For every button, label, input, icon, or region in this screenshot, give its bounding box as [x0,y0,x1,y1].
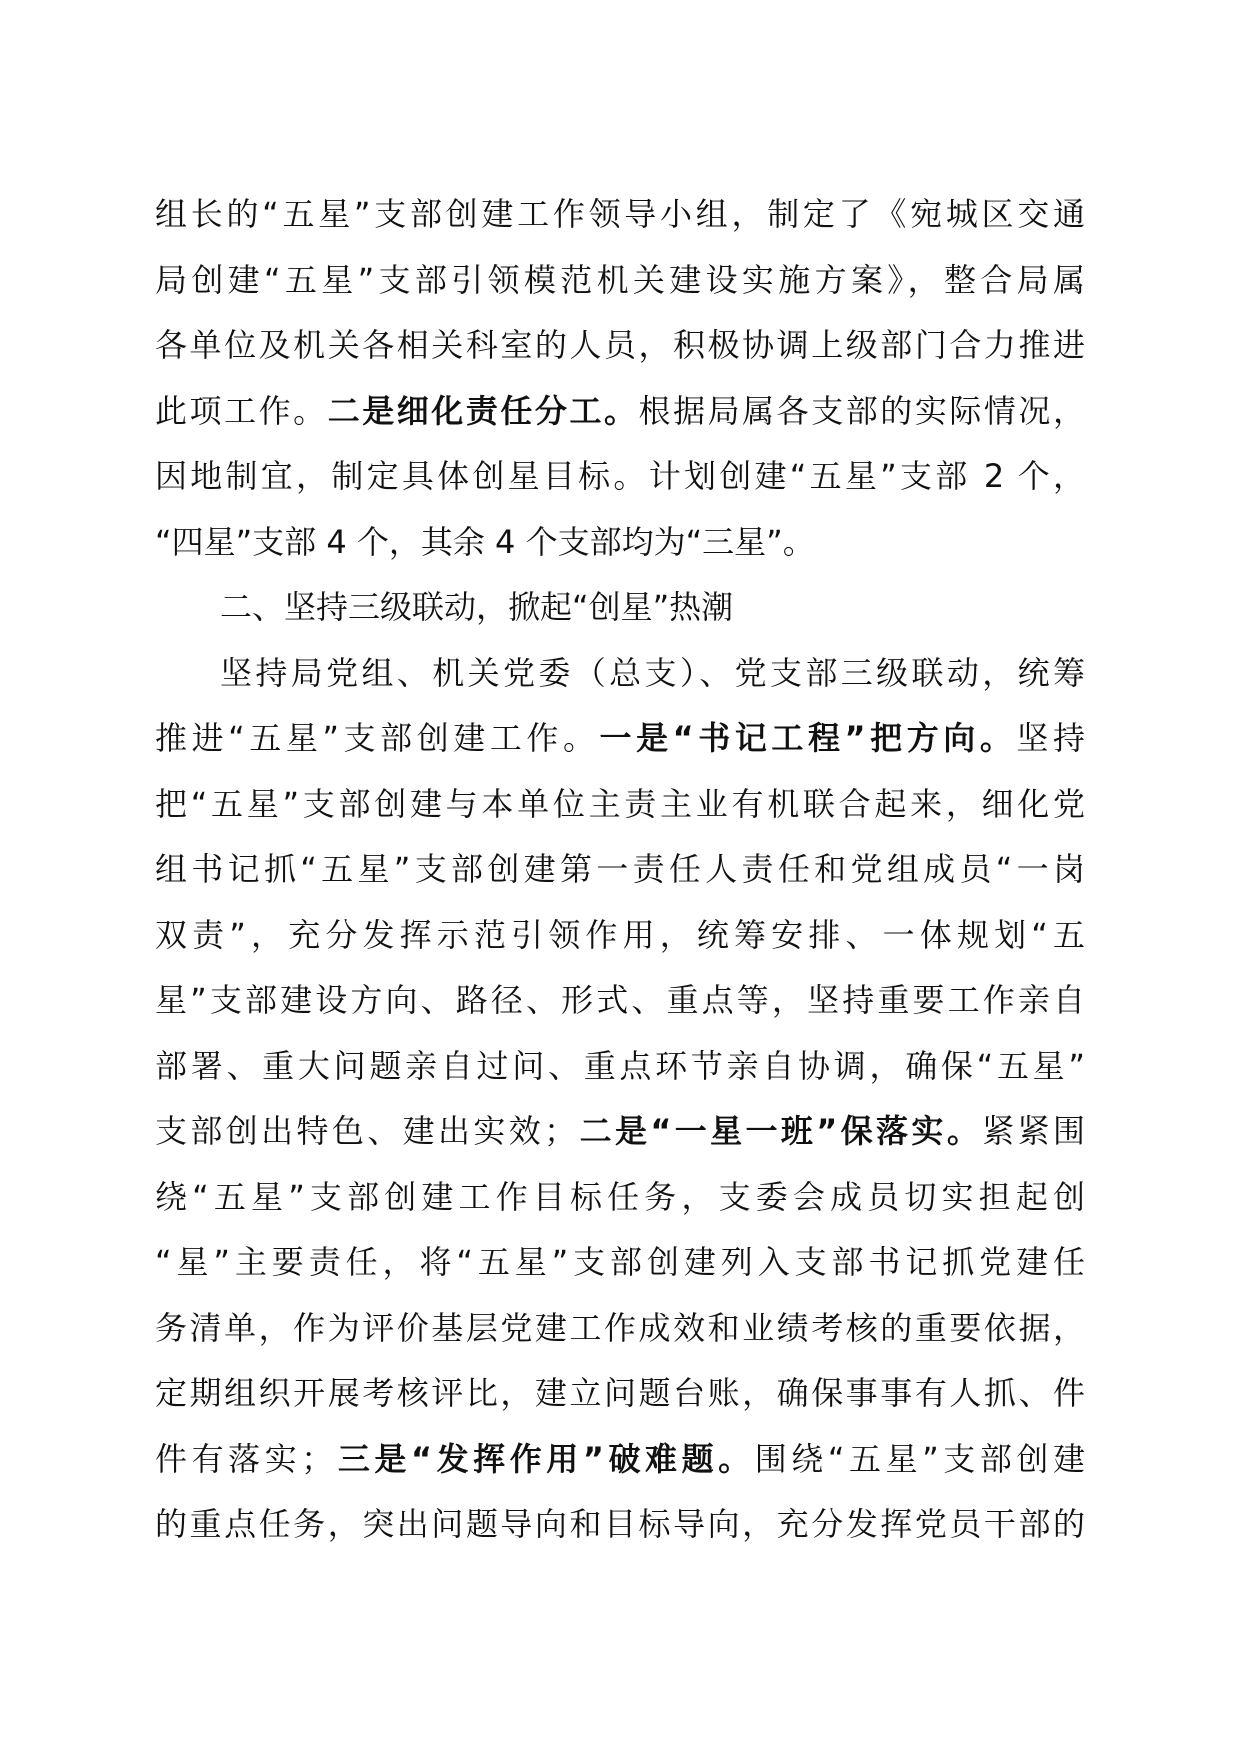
text-line [155,379,1085,445]
body-text: 紧紧围 [982,1112,1085,1150]
body-text: 根据局属各支部的实际情况， [638,391,1085,430]
body-text: 因地制宜，制定具体创星目标。计划创建“五星”支部 2 个， [155,457,1085,495]
text-line [155,248,1085,314]
text-line [155,641,1085,707]
text-line [155,1099,1085,1165]
bold-heading-text: 二是细化责任分工。 [327,391,639,430]
body-text: 围绕“五星”支部创建 [754,1439,1085,1478]
bold-heading-text: 三是“发挥作用”破难题。 [333,1439,755,1478]
bold-heading-text: 二是“一星一班”保落实。 [576,1112,983,1150]
text-line [155,510,1085,576]
text-line [155,575,1085,641]
body-text: 坚持局党组、机关党委（总支）、党支部三级联动，统筹 [220,653,1085,692]
body-text: 支部创出特色、建出实效； [155,1112,577,1150]
body-text: “四星”支部 4 个，其余 4 个支部均为“三星”。 [155,522,815,561]
text-line [155,903,1085,969]
body-text: 件有落实； [155,1439,334,1478]
body-text: 星”支部建设方向、路径、形式、重点等，坚持重要工作亲自 [155,981,1085,1019]
bold-heading-text: 一是“书记工程”把方向。 [599,719,1017,757]
body-text: 坚持 [1016,719,1085,757]
body-text: 组长的“五星”支部创建工作领导小组，制定了《宛城区交通 [155,195,1085,233]
text-line [155,968,1085,1034]
body-text: 此项工作。 [155,391,328,430]
text-line [155,772,1085,838]
text-line [155,444,1085,510]
text-line [155,1230,1085,1296]
body-text: 组书记抓“五星”支部创建第一责任人责任和党组成员“一岗 [155,850,1085,888]
body-text: 推进“五星”支部创建工作。 [155,719,600,757]
text-line [155,313,1085,379]
body-text: 的重点任务，突出问题导向和目标导向，充分发挥党员干部的 [155,1505,1085,1543]
body-text: 局创建“五星”支部引领模范机关建设实施方案》，整合局属 [155,260,1085,299]
body-text: 务清单，作为评价基层党建工作成效和业绩考核的重要依据， [155,1308,1085,1347]
body-text: 把“五星”支部创建与本单位主责主业有机联合起来，细化党 [155,784,1085,823]
document-body [155,182,1085,1558]
text-line [155,706,1085,772]
text-line [155,1361,1085,1427]
text-line [155,1034,1085,1100]
text-line [155,1165,1085,1231]
text-line [155,1296,1085,1362]
body-text: 各单位及机关各相关科室的人员，积极协调上级部门合力推进 [155,326,1085,364]
text-line [155,1492,1085,1558]
body-text: 绕“五星”支部创建工作目标任务，支委会成员切实担起创 [155,1177,1085,1216]
body-text: 部署、重大问题亲自过问、重点环节亲自协调，确保“五星” [155,1046,1085,1085]
text-line [155,182,1085,248]
body-text: “星”主要责任，将“五星”支部创建列入支部书记抓党建任 [155,1243,1085,1281]
body-text: 双责”，充分发挥示范引领作用，统筹安排、一体规划“五 [155,915,1085,954]
text-line [155,1427,1085,1493]
body-text: 二、坚持三级联动，掀起“创星”热潮 [220,588,734,626]
body-text: 定期组织开展考核评比，建立问题台账，确保事事有人抓、件 [155,1374,1085,1412]
text-line [155,837,1085,903]
